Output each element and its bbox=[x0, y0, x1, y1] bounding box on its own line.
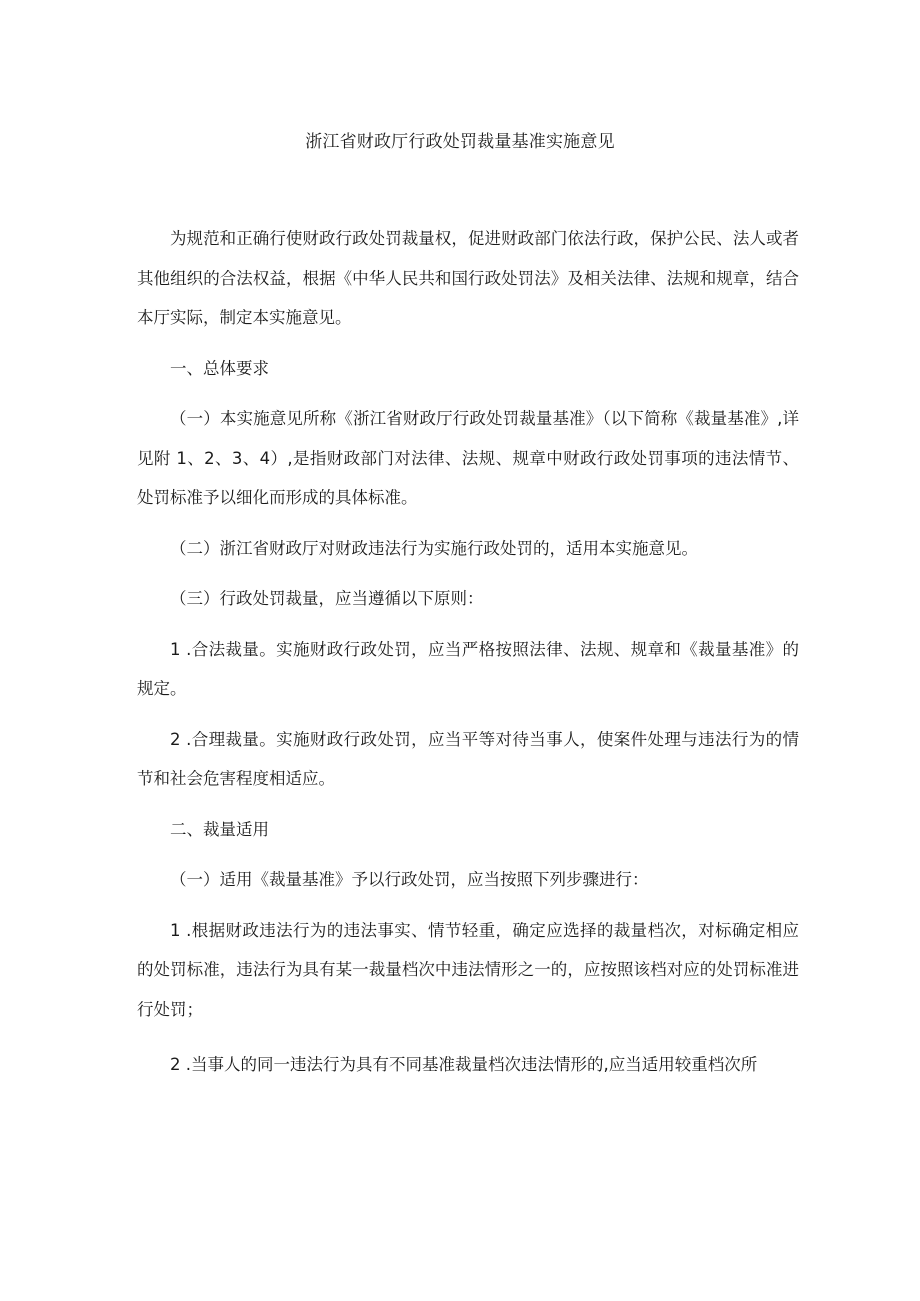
paragraph-principles-intro: （三）行政处罚裁量，应当遵循以下原则： bbox=[170, 589, 484, 608]
paragraph-scope: （二）浙江省财政厅对财政违法行为实施行政处罚的，适用本实施意见。 bbox=[170, 538, 698, 558]
paragraph-principle-legal: 1 .合法裁量。实施财政行政处罚，应当严格按照法律、法规、规章和《裁量基准》的规定。 bbox=[137, 639, 799, 698]
paragraph-step-two: 2 .当事人的同一违法行为具有不同基准裁量档次违法情形的,应当适用较重档次所 bbox=[170, 1055, 758, 1074]
section-heading-general-requirements: 一、总体要求 bbox=[170, 358, 269, 378]
paragraph-step-one: 1 .根据财政违法行为的违法事实、情节轻重，确定应选择的裁量档次，对标确定相应的处罚标准，违法行为具有某一裁量档次中违法情形之一的，应按照该档对应的处罚标准进行处罚； bbox=[137, 920, 799, 1019]
paragraph-definition: （一）本实施意见所称《浙江省财政厅行政处罚裁量基准》（以下简称《裁量基准》,详见附 1、2、3、4）,是指财政部门对法律、法规、规章中财政行政处罚事项的违法情节、处罚标准予以细化而形成的具体标准。 bbox=[137, 409, 799, 507]
section-heading-discretion-application: 二、裁量适用 bbox=[170, 819, 269, 839]
document-body bbox=[137, 219, 799, 1096]
paragraph-preamble: 为规范和正确行使财政行政处罚裁量权，促进财政部门依法行政，保护公民、法人或者其他组织的合法权益，根据《中华人民共和国行政处罚法》及相关法律、法规和规章，结合本厅实际，制定本实施意见。 bbox=[137, 229, 799, 327]
document-title: 浙江省财政厅行政处罚裁量基准实施意见 bbox=[305, 132, 615, 152]
paragraph-steps-intro: （一）适用《裁量基准》予以行政处罚，应当按照下列步骤进行： bbox=[170, 870, 649, 889]
paragraph-principle-reasonable: 2 .合理裁量。实施财政行政处罚，应当平等对待当事人，使案件处理与违法行为的情节和社会危害程度相适应。 bbox=[137, 729, 799, 788]
